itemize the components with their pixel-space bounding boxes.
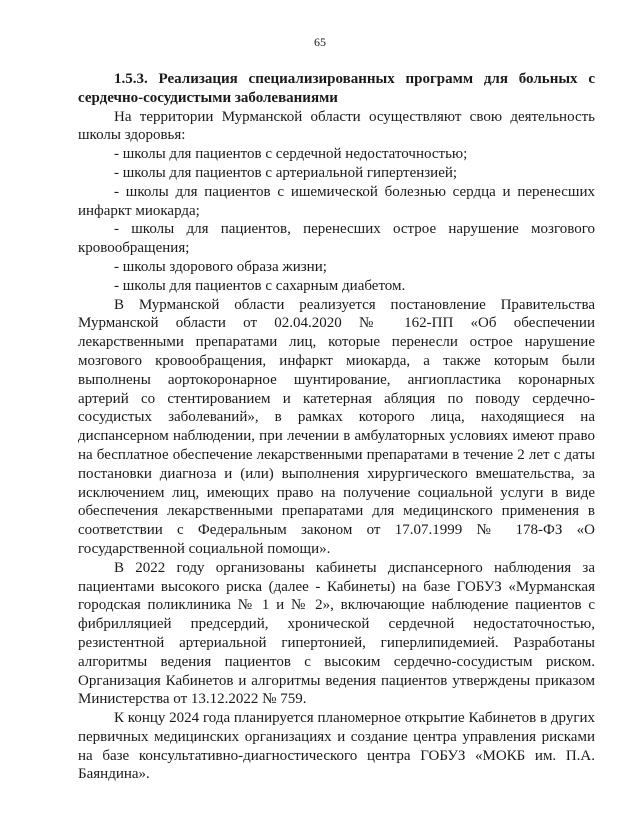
intro-paragraph: На территории Мурманской области осуществляют свою деятельность школы здоровья:: [78, 108, 595, 144]
list-item: - школы для пациентов с артериальной гипертензией;: [114, 164, 458, 181]
page-number: 65: [314, 35, 326, 49]
list-item: - школы здорового образа жизни;: [114, 258, 327, 275]
list-item: - школы для пациентов, перенесших острое нарушение мозгового кровообращения;: [78, 221, 595, 257]
body-paragraph: В 2022 году организованы кабинеты диспансерного наблюдения за пациентами высокого риска (далее - Кабинеты) на базе ГОБУЗ «Мурманская городская поликлиника № 1 и № 2», включающие наблюдение пациентов с фибрилляцией предсердий, хронической сердечной недостаточностью, резистентной артериальной гипертонией, гиперлипидемией. Разработаны алгоритмы ведения пациентов с высоким сердечно-сосудистым риском. Организация Кабинетов и алгоритмы ведения пациентов утверждены приказом Министерства от 13.12.2022 № 759.: [78, 559, 595, 708]
list-item: - школы для пациентов с сердечной недостаточностью;: [114, 146, 468, 163]
section-heading: 1.5.3. Реализация специализированных программ для больных с сердечно-сосудистыми заболеваниями: [78, 71, 595, 106]
body-paragraph: К концу 2024 года планируется планомерное открытие Кабинетов в других первичных медицинских организациях и создание центра управления рисками на базе консультативно-диагностического центра ГОБУЗ «МОКБ им. П.А. Баяндина».: [78, 710, 595, 783]
list-item: - школы для пациентов с ишемической болезнью сердца и перенесших инфаркт миокарда;: [78, 183, 595, 219]
body-paragraph: В Мурманской области реализуется постановление Правительства Мурманской области от 02.04.2020 № 162-ПП «Об обеспечении лекарственными препаратами лиц, которые перенесли острое нарушение мозгового кровообращения, инфаркт миокарда, а также которым были выполнены аортокоронарное шунтирование, ангиопластика коронарных артерий со стентированием и катетерная абляция по поводу сердечно-сосудистых заболеваний», в рамках которого лица, находящиеся на диспансерном наблюдении, при лечении в амбулаторных условиях имеют право на бесплатное обеспечение лекарственными препаратами в течение 2 лет с даты постановки диагноза и (или) выполнения хирургического вмешательства, за исключением лиц, имеющих право на получение социальной услуги в виде обеспечения лекарственными препаратами для медицинского применения в соответствии с Федеральным законом от 17.07.1999 № 178-ФЗ «О государственной социальной помощи».: [78, 296, 595, 557]
document-body: [78, 70, 595, 784]
list-item: - школы для пациентов с сахарным диабетом.: [114, 277, 406, 294]
